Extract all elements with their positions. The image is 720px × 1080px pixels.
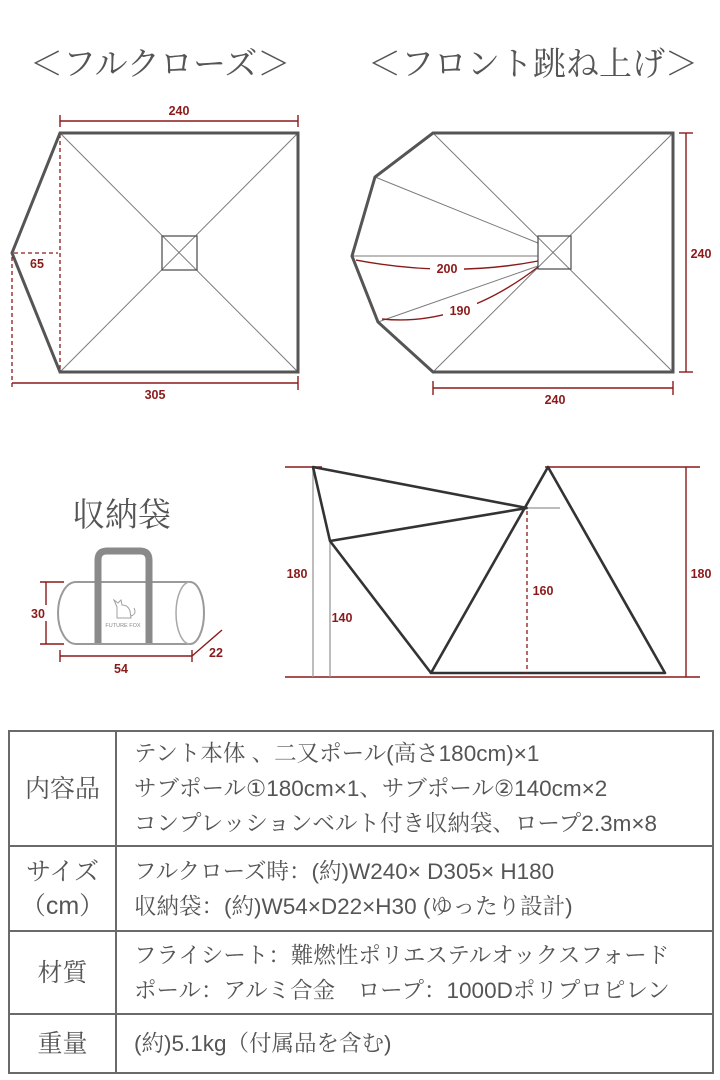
- side-elevation: [285, 467, 711, 677]
- full-close-width-label: 240: [168, 104, 190, 118]
- spec-line: フライシート：難燃性ポリエステルオックスフォード: [134, 942, 670, 968]
- full-close-plan: [12, 104, 298, 402]
- spec-label-material: [9, 931, 116, 1014]
- bag-height-label: 30: [31, 607, 45, 621]
- spec-line: コンプレッションベルト付き収納袋、ロープ2.3m×8: [134, 811, 657, 836]
- spec-table: [8, 730, 714, 1074]
- bag-depth-label: 22: [209, 646, 223, 660]
- spec-line: ポール：アルミ合金 ロープ：1000Dポリプロピレン: [134, 977, 670, 1003]
- spec-line: テント本体 、二又ポール(高さ180cm)×1: [134, 741, 540, 766]
- side-total-height-label: 180: [690, 567, 712, 581]
- tarp-lower-edge: [330, 541, 431, 673]
- full-close-depth-label: 305: [144, 388, 166, 402]
- spec-row-material: [9, 931, 713, 1014]
- spec-value-weight: [116, 1014, 713, 1073]
- sub-pole-height-label: 140: [331, 611, 353, 625]
- title-front-raised: ＜フロント跳ね上げ＞: [368, 45, 698, 82]
- bag-body: [58, 582, 204, 644]
- spec-label-text: 内容品: [24, 774, 100, 803]
- front-raised-outline: [352, 133, 673, 372]
- spec-value-contents: [116, 731, 713, 846]
- bag-length-label: 54: [114, 662, 128, 676]
- tarp-attach-height-label: 160: [532, 584, 554, 598]
- full-close-front-depth-label: 65: [30, 257, 44, 271]
- spec-label-contents: [9, 731, 116, 846]
- spec-label-text: 材質: [37, 958, 88, 987]
- front-raised-arc-short-label: 190: [449, 304, 471, 318]
- spec-label-weight: [9, 1014, 116, 1073]
- front-raised-plan: [352, 133, 711, 407]
- spec-label-text: サイズ: [25, 857, 99, 886]
- spec-line: サブポール①180cm×1、サブポール②140cm×2: [134, 776, 608, 801]
- front-raised-center-hub: [538, 236, 571, 269]
- spec-line: (約)5.1kg（付属品を含む): [134, 1031, 392, 1056]
- tent-body-triangle: [431, 467, 665, 673]
- storage-bag-illustration: [28, 551, 223, 676]
- spec-label-size: [9, 846, 116, 931]
- front-raised-side-label: 240: [690, 247, 712, 261]
- spec-label-unit: （cm）: [20, 891, 105, 920]
- spec-label-text: 重量: [37, 1029, 88, 1058]
- spec-line: 収納袋：(約)W54×D22×H30 (ゆったり設計): [134, 893, 573, 919]
- raised-tarp: [313, 467, 527, 541]
- spec-value-material: [116, 931, 713, 1014]
- spec-row-weight: [9, 1014, 713, 1073]
- full-close-outline: [12, 133, 298, 372]
- title-full-close: ＜フルクローズ＞: [30, 45, 291, 82]
- spec-line: フルクローズ時：(約)W240× D305× H180: [134, 858, 555, 884]
- spec-row-contents: [9, 731, 713, 846]
- spec-value-size: [116, 846, 713, 931]
- front-raised-width-label: 240: [544, 393, 566, 407]
- bag-logo-text: FUTURE FOX: [105, 623, 141, 629]
- spec-row-size: [9, 846, 713, 931]
- front-raised-arc-long-label: 200: [436, 262, 458, 276]
- main-pole-height-label: 180: [286, 567, 308, 581]
- front-raised-ridge-upper: [375, 177, 538, 243]
- title-storage-bag: 収納袋: [72, 496, 171, 533]
